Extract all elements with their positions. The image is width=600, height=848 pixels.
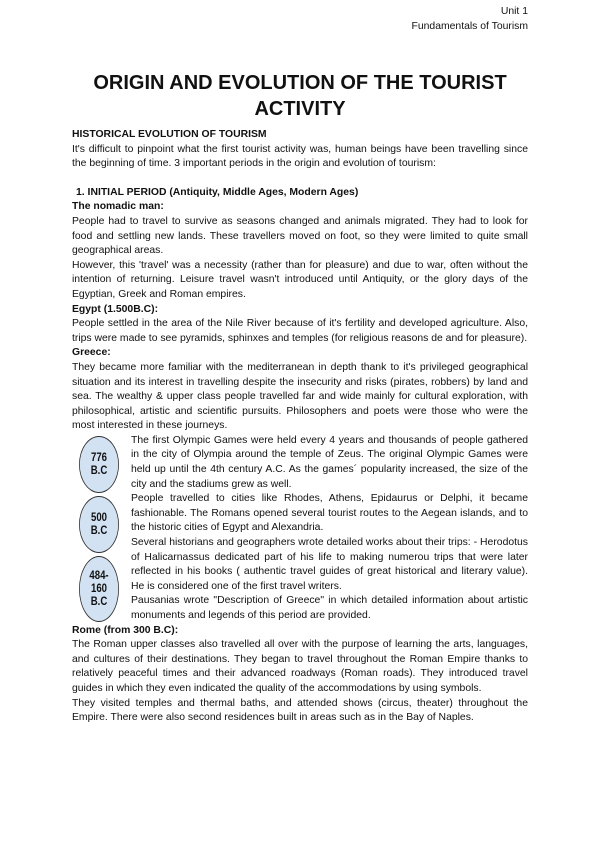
page-header bbox=[412, 4, 528, 34]
date-badge: 484- 160 B.C bbox=[79, 556, 119, 622]
document-body bbox=[72, 128, 528, 726]
paragraph: People settled in the area of the Nile River because of it's fertility and developed agriculture. Also, trips were made to see pyramids, sphinxes and temples (for religious reasons de and for pleasure). bbox=[72, 318, 528, 344]
paragraph: They visited temples and thermal baths, and attended shows (circus, theater) throughout the Empire. There were also second residences built in areas such as in the Bay of Naples. bbox=[72, 697, 528, 724]
timeline-text: People travelled to cities like Rhodes, Athens, Epidaurus or Delphi, it became fashionable. The Romans opened several tourist routes to the Aegean islands, and to the historic cities of Egypt and Alexandria. bbox=[131, 493, 528, 534]
date-badge: 776 B.C bbox=[79, 436, 119, 493]
intro-paragraph: It's difficult to pinpoint what the first tourist activity was, human beings have been travelling since the beginning of time. 3 important periods in the origin and evolution of tourism: bbox=[72, 143, 528, 170]
greece-heading: Greece: bbox=[72, 347, 111, 359]
paragraph: They became more familiar with the mediterranean in depth thank to it's privileged geographical situation and its interest in travelling despite the insecurity and risks (pirates, robbers) by land and sea. The wealthy & upper class people travelled far and wide mainly for cultural exploration, with philosophical, artistic and scientific pursuits. Philosophers and poets were those who were the most interested in these journeys. bbox=[72, 361, 528, 432]
timeline-text: The first Olympic Games were held every 4 years and thousands of people gathered in the city of Olympia around the temple of Zeus. The original Olympic Games were held up until the 4th century A.C. As the games´ popularity increased, the size of the city and the stadiums grew as well. bbox=[131, 434, 528, 490]
paragraph: People had to travel to survive as seasons changed and animals migrated. They had to look for food and settling new lands. These travellers moved on foot, so they were limited to quite small geographical areas. bbox=[72, 215, 528, 257]
paragraph: However, this 'travel' was a necessity (rather than for pleasure) and due to war, often without the intention of returning. Leisure travel wasn't introduced until Antiquity, or the glory days of the Egyptian, Greek and Roman empires. bbox=[72, 259, 528, 300]
timeline-text: Several historians and geographers wrote detailed works about their trips: - Herodotus of Halicarnassus dedicated part of his life to making numerou trips that were later reflected in his books ( authentic travel guides of great historical and literary value). He is considered one of the first travel writers. bbox=[131, 537, 528, 592]
date-badge: 500 B.C bbox=[79, 496, 119, 553]
nomadic-heading: The nomadic man: bbox=[72, 201, 164, 213]
timeline-text: Pausanias wrote "Description of Greece" in which detailed information about artistic monuments and legends of this period are provided. bbox=[131, 595, 528, 621]
unit-label: Unit 1 bbox=[500, 6, 528, 17]
period-heading: 1. INITIAL PERIOD (Antiquity, Middle Ages, Modern Ages) bbox=[76, 186, 359, 198]
page-title: ORIGIN AND EVOLUTION OF THE TOURIST ACTIVITY bbox=[93, 72, 507, 120]
course-label: Fundamentals of Tourism bbox=[411, 21, 528, 32]
timeline bbox=[72, 434, 528, 624]
egypt-heading: Egypt (1.500B.C): bbox=[72, 303, 159, 315]
paragraph: The Roman upper classes also travelled all over with the purpose of learning the arts, languages, and cultures of their destinations. They began to travel throughout the Roman Empire thanks to relatively peaceful times and their advanced roadways (Roman roads). They introduced travel guides in which they even indicated the quality of the accommodations by using symbols. bbox=[72, 639, 528, 694]
section-heading: HISTORICAL EVOLUTION OF TOURISM bbox=[72, 129, 267, 140]
rome-heading: Rome (from 300 B.C): bbox=[72, 624, 179, 636]
